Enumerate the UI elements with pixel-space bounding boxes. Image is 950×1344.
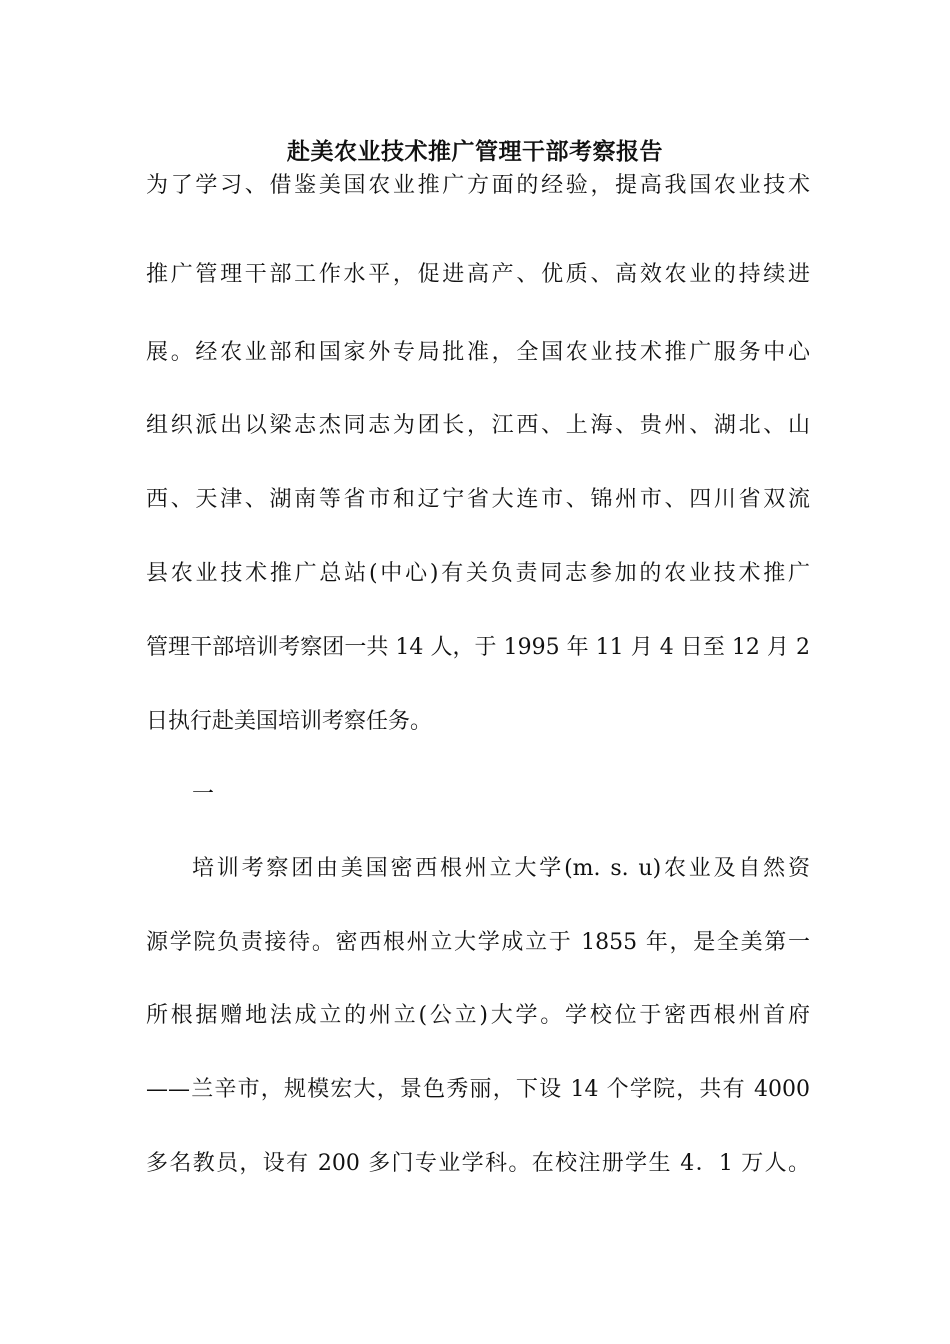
paragraph-1-line-8: 日执行赴美国培训考察任务。 — [146, 709, 433, 734]
paragraph-1-line-1: 为了学习、借鉴美国农业推广方面的经验，提高我国农业技术 — [146, 173, 810, 198]
document-title: 赴美农业技术推广管理干部考察报告 — [287, 138, 663, 165]
paragraph-1-line-6: 县农业技术推广总站(中心)有关负责同志参加的农业技术推广 — [146, 561, 810, 586]
paragraph-2-line-3: 所根据赠地法成立的州立(公立)大学。学校位于密西根州首府 — [146, 1003, 810, 1028]
paragraph-1-line-4: 组织派出以梁志杰同志为团长，江西、上海、贵州、湖北、山 — [146, 413, 810, 438]
paragraph-1-line-3: 展。经农业部和国家外专局批准，全国农业技术推广服务中心 — [146, 340, 810, 365]
section-heading: 一 — [192, 782, 215, 807]
paragraph-2-line-4: ——兰辛市，规模宏大，景色秀丽，下设 14 个学院，共有 4000 — [146, 1077, 810, 1102]
paragraph-1-line-2: 推广管理干部工作水平，促进高产、优质、高效农业的持续进 — [146, 262, 810, 287]
paragraph-1-line-7: 管理干部培训考察团一共 14 人，于 1995 年 11 月 4 日至 12 月 2 — [146, 635, 810, 660]
paragraph-2-line-2: 源学院负责接待。密西根州立大学成立于 1855 年，是全美第一 — [146, 930, 810, 955]
paragraph-2-line-1: 培训考察团由美国密西根州立大学(m. s. u)农业及自然资 — [192, 856, 810, 881]
paragraph-1-line-5: 西、天津、湖南等省市和辽宁省大连市、锦州市、四川省双流 — [146, 487, 810, 512]
paragraph-2-line-5: 多名教员，设有 200 多门专业学科。在校注册学生 4．1 万人。 — [146, 1151, 810, 1176]
